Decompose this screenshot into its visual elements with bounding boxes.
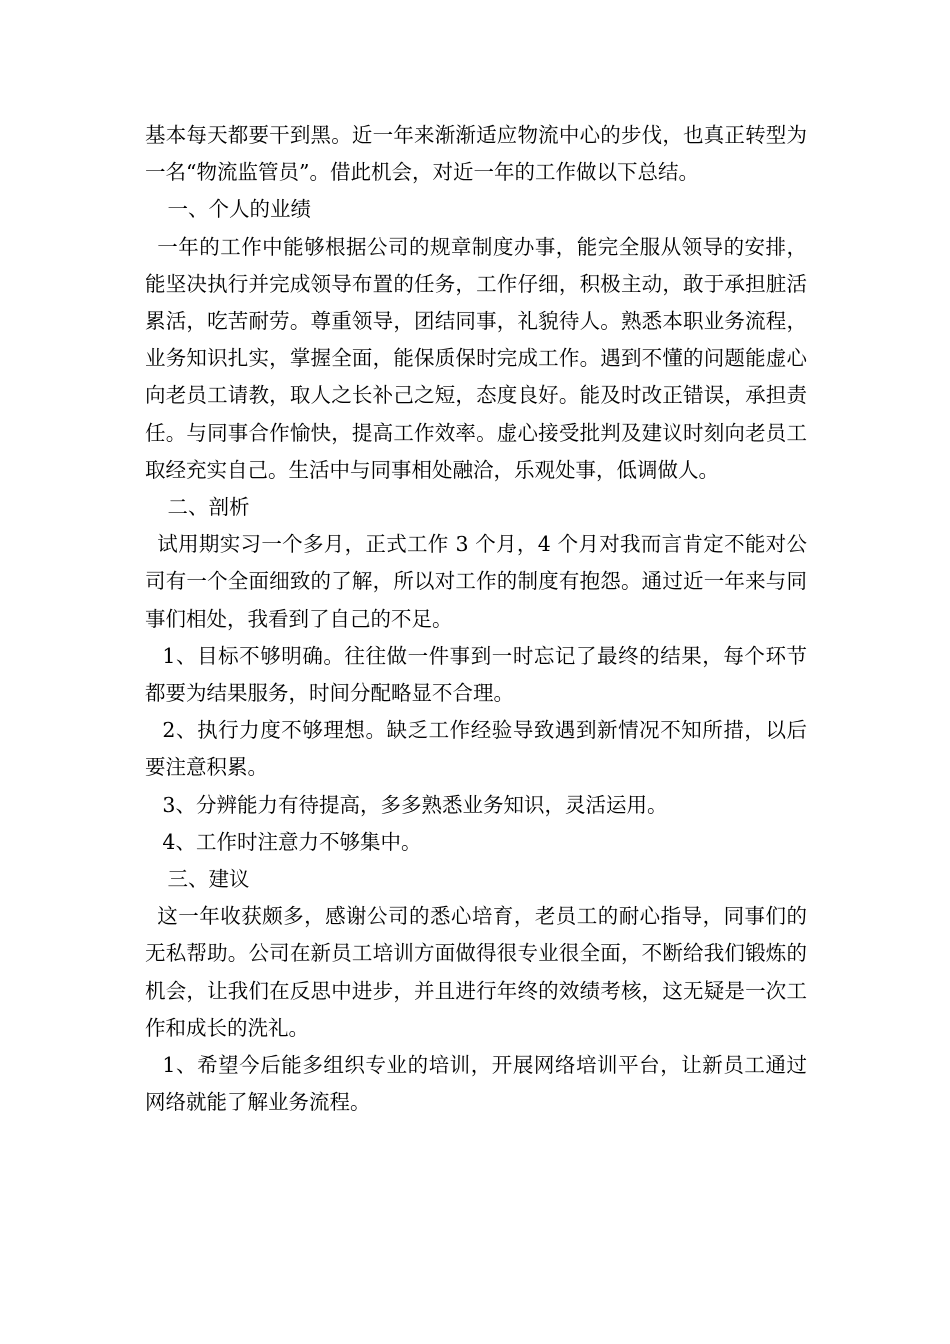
paragraph-analysis: 试用期实习一个多月，正式工作 3 个月，4 个月对我而言肯定不能对公司有一个全面细致的了解，所以对工作的制度有抱怨。通过近一年来与同事们相处，我看到了自己的不足。: [145, 532, 807, 631]
list-item-analysis-1: 1、目标不够明确。往往做一件事到一时忘记了最终的结果，每个环节都要为结果服务，时间分配略显不合理。: [145, 643, 807, 706]
section-heading-suggestions: 三、建议: [167, 867, 250, 892]
list-item-analysis-2: 2、执行力度不够理想。缺乏工作经验导致遇到新情况不知所措，以后要注意积累。: [145, 718, 807, 780]
list-item-suggestion-1: 1、希望今后能多组织专业的培训，开展网络培训平台，让新员工通过网络就能了解业务流程。: [145, 1053, 807, 1115]
section-heading-analysis: 二、剖析: [167, 495, 250, 520]
paragraph-intro-continuation: 基本每天都要干到黑。近一年来渐渐适应物流中心的步伐，也真正转型为一名“物流监管员”。借此机会，对近一年的工作做以下总结。: [145, 123, 807, 185]
paragraph-suggestions: 这一年收获颇多，感谢公司的悉心培育，老员工的耐心指导，同事们的无私帮助。公司在新员工培训方面做得很专业很全面，不断给我们锻炼的机会，让我们在反思中进步，并且进行年终的效绩考核，这无疑是一次工作和成长的洗礼。: [145, 904, 807, 1040]
section-heading-achievements: 一、个人的业绩: [167, 197, 312, 222]
list-item-analysis-3: 3、分辨能力有待提高，多多熟悉业务知识，灵活运用。: [162, 792, 668, 817]
document-body: [145, 117, 807, 1121]
list-item-analysis-4: 4、工作时注意力不够集中。: [162, 829, 422, 854]
paragraph-achievements: 一年的工作中能够根据公司的规章制度办事，能完全服从领导的安排，能坚决执行并完成领导布置的任务，工作仔细，积极主动，敢于承担脏活累活，吃苦耐劳。尊重领导，团结同事，礼貌待人。熟悉本职业务流程，业务知识扎实，掌握全面，能保质保时完成工作。遇到不懂的问题能虚心向老员工请教，取人之长补己之短，态度良好。能及时改正错误，承担责任。与同事合作愉快，提高工作效率。虚心接受批判及建议时刻向老员工取经充实自己。生活中与同事相处融洽，乐观处事，低调做人。: [145, 234, 807, 482]
